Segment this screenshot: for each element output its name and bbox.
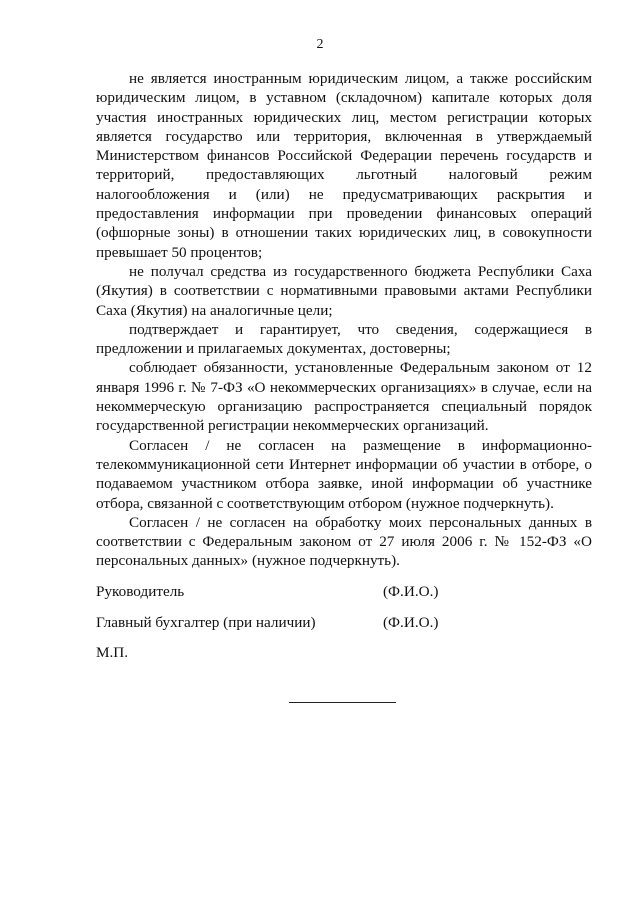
document-body bbox=[96, 69, 592, 571]
accountant-fio: (Ф.И.О.) bbox=[383, 614, 439, 631]
paragraph-not-foreign-entity: не является иностранным юридическим лицом, а также российским юридическим лицом, в уставном (складочном) капитале которых доля участия иностранных юридических лиц, местом регистрации которых является государство или территория, включенная в утверждаемый Министерством финансов Российской Федерации перечень государств и территорий, предоставляющих льготный налоговый режим налогообложения и (или) не предусматривающих раскрытия и предоставления информации при проведении финансовых операций (офшорные зоны) в отношении таких юридических лиц, в совокупности превышает 50 процентов; bbox=[96, 70, 592, 261]
stamp-place: М.П. bbox=[96, 644, 129, 661]
end-of-document-rule bbox=[289, 702, 396, 703]
page-number: 2 bbox=[316, 37, 324, 52]
paragraph-consent-personal-data: Согласен / не согласен на обработку моих персональных данных в соответствии с Федеральным законом от 27 июля 2006 г. № 152-ФЗ «О персональных данных» (нужное подчеркнуть). bbox=[96, 513, 592, 570]
paragraph-complies-law: соблюдает обязанности, установленные Федеральным законом от 12 января 1996 г. № 7-ФЗ «О некоммерческих организациях» в случае, если на некоммерческую организацию распространяется специальный порядок государственной регистрации некоммерческих организаций. bbox=[96, 359, 592, 435]
head-label: Руководитель bbox=[96, 583, 185, 600]
paragraph-confirms-documents: подтверждает и гарантирует, что сведения, содержащиеся в предложении и прилагаемых документах, достоверны; bbox=[96, 320, 592, 358]
paragraph-consent-publication: Согласен / не согласен на размещение в информационно-телекоммуникационной сети Интернет информации об участии в отборе, о подаваемом участником отбора заявке, иной информации об участнике отбора, связанной с соответствующим отбором (нужное подчеркнуть). bbox=[96, 436, 592, 512]
paragraph-no-budget-funds: не получал средства из государственного бюджета Республики Саха (Якутия) в соответствии с нормативными правовыми актами Республики Саха (Якутия) на аналогичные цели; bbox=[96, 262, 592, 319]
accountant-label: Главный бухгалтер (при наличии) bbox=[96, 614, 316, 631]
head-fio: (Ф.И.О.) bbox=[383, 583, 439, 600]
